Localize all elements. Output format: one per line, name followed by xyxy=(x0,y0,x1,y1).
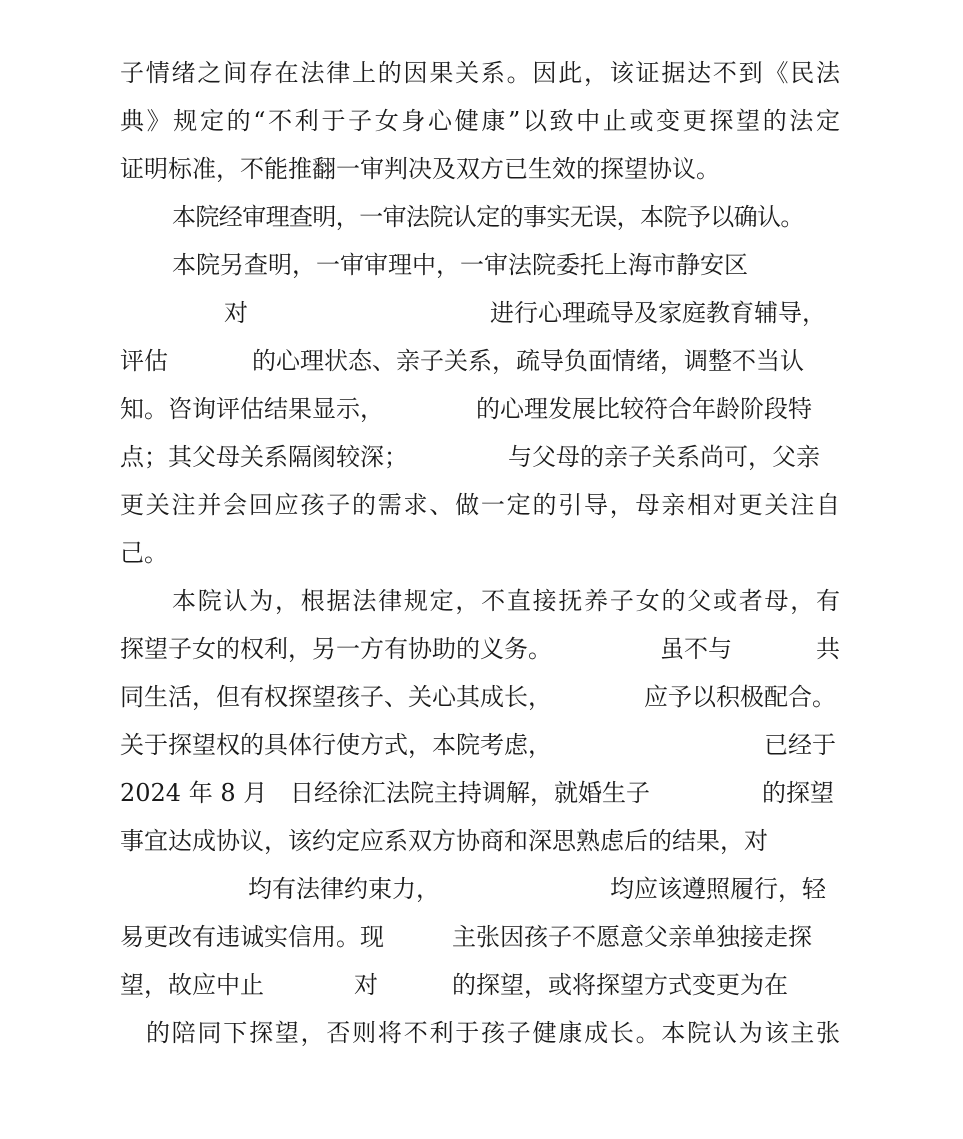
paragraph-start-line: 本院经审理查明，一审法院认定的事实无误，本院予以确认。 xyxy=(172,203,804,231)
text-fragment: 已经于 xyxy=(764,731,836,759)
text-fragment: 关于探望权的具体行使方式，本院考虑， xyxy=(120,731,552,759)
text-line: 子情绪之间存在法律上的因果关系。因此，该证据达不到《民法 xyxy=(120,59,840,87)
text-fragment: 点；其父母关系隔阂较深； xyxy=(120,443,408,471)
text-fragment: 应予以积极配合。 xyxy=(644,683,836,711)
text-fragment: 的心理状态、亲子关系，疏导负面情绪，调整不当认 xyxy=(252,347,804,375)
text-line: 典》规定的“不利于子女身心健康”以致中止或变更探望的法定 xyxy=(120,107,840,135)
text-line: 事宜达成协议，该约定应系双方协商和深思熟虑后的结果，对 xyxy=(120,827,768,855)
text-line: 的陪同下探望，否则将不利于孩子健康成长。本院认为该主张 xyxy=(146,1019,840,1047)
text-fragment: 的探望，或将探望方式变更为在 xyxy=(452,971,788,999)
text-fragment: 评估 xyxy=(120,347,168,375)
text-fragment: 易更改有违诚实信用。现 xyxy=(120,923,384,951)
text-fragment: 对 xyxy=(354,971,378,999)
text-fragment: 均有法律约束力， xyxy=(248,875,440,903)
text-fragment: 主张因孩子不愿意父亲单独接走探 xyxy=(452,923,812,951)
text-fragment: 知。咨询评估结果显示， xyxy=(120,395,384,423)
text-fragment: 日经徐汇法院主持调解，就婚生子 xyxy=(290,779,650,807)
text-line: 更关注并会回应孩子的需求、做一定的引导，母亲相对更关注自 xyxy=(120,491,840,519)
text-fragment: 与父母的亲子关系尚可，父亲 xyxy=(508,443,820,471)
text-fragment: 虽不与 xyxy=(660,635,732,663)
text-fragment: 均应该遵照履行，轻 xyxy=(610,875,826,903)
text-fragment: 进行心理疏导及家庭教育辅导， xyxy=(490,299,826,327)
text-fragment: 的探望 xyxy=(762,779,834,807)
text-line: 己。 xyxy=(120,539,168,567)
text-fragment: 探望子女的权利，另一方有协助的义务。 xyxy=(120,635,552,663)
text-fragment: 2024 年 8 月 xyxy=(120,779,268,807)
text-fragment: 望，故应中止 xyxy=(120,971,264,999)
text-fragment: 对 xyxy=(224,299,248,327)
paragraph-start-line: 本院认为，根据法律规定，不直接抚养子女的父或者母，有 xyxy=(172,587,840,615)
text-fragment: 同生活，但有权探望孩子、关心其成长， xyxy=(120,683,552,711)
text-fragment: 共 xyxy=(816,635,840,663)
paragraph-start-line: 本院另查明，一审审理中，一审法院委托上海市静安区 xyxy=(172,251,748,279)
text-fragment: 的心理发展比较符合年龄阶段特 xyxy=(476,395,812,423)
text-line: 证明标准，不能推翻一审判决及双方已生效的探望协议。 xyxy=(120,155,720,183)
